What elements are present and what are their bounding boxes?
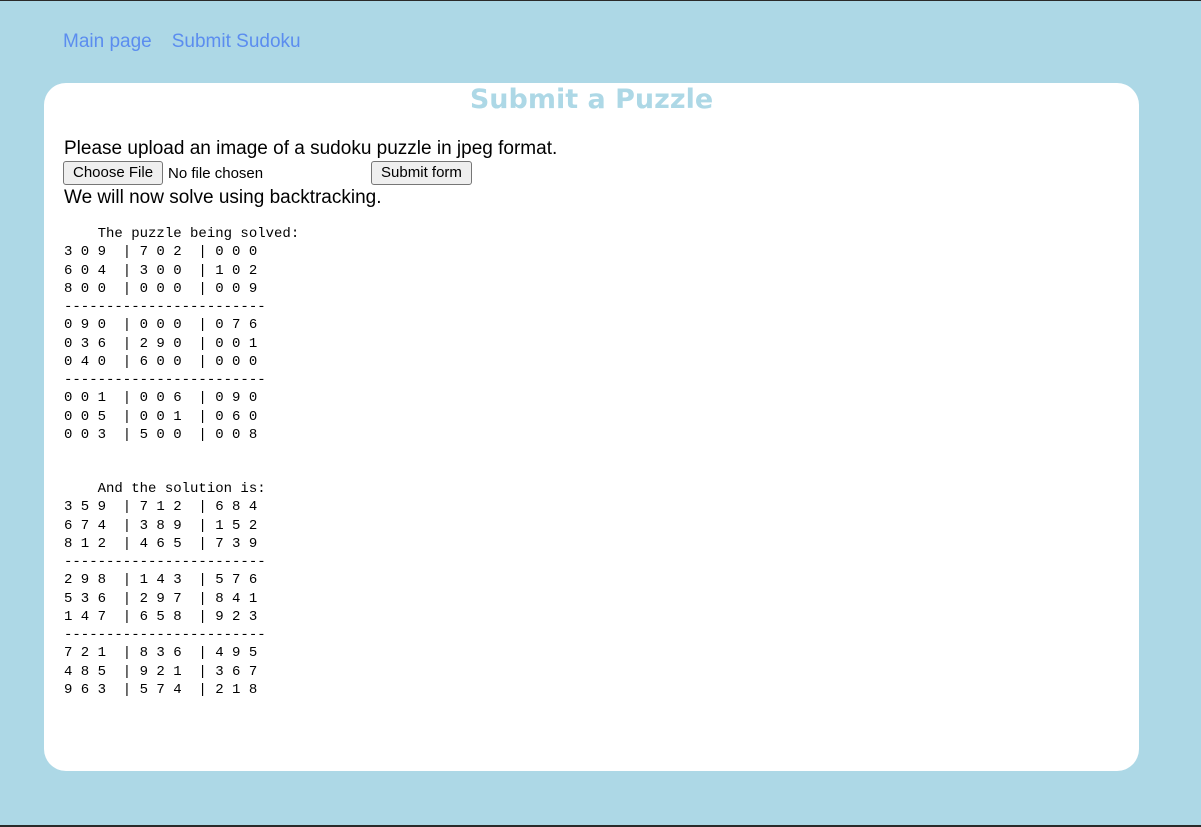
- file-status-text: No file chosen: [168, 164, 264, 182]
- upload-instruction: Please upload an image of a sudoku puzzle in jpeg format.: [64, 138, 558, 159]
- puzzle-row: 8 0 0 | 0 0 0 | 0 0 9: [64, 280, 258, 297]
- puzzle-heading: The puzzle being solved:: [64, 226, 300, 242]
- puzzle-grid: [64, 225, 299, 444]
- solution-divider: ------------------------: [64, 554, 266, 570]
- solution-row: 4 8 5 | 9 2 1 | 3 6 7: [64, 663, 258, 680]
- solution-grid: [64, 480, 266, 699]
- puzzle-row: 0 9 0 | 0 0 0 | 0 7 6: [64, 317, 258, 334]
- puzzle-row: 0 0 5 | 0 0 1 | 0 6 0: [64, 408, 258, 425]
- upload-form: [63, 161, 472, 185]
- page-title: Submit a Puzzle: [469, 84, 714, 115]
- puzzle-row: 3 0 9 | 7 0 2 | 0 0 0: [64, 244, 258, 261]
- content-card: [44, 83, 1139, 771]
- solution-heading: And the solution is:: [64, 481, 266, 497]
- puzzle-row: 0 4 0 | 6 0 0 | 0 0 0: [64, 353, 258, 370]
- solution-row: 8 1 2 | 4 6 5 | 7 3 9: [64, 535, 258, 552]
- top-nav: [63, 31, 301, 53]
- solve-message: We will now solve using backtracking.: [64, 187, 382, 208]
- puzzle-row: 0 0 3 | 5 0 0 | 0 0 8: [64, 426, 258, 443]
- puzzle-divider: ------------------------: [64, 372, 266, 388]
- solution-row: 9 6 3 | 5 7 4 | 2 1 8: [64, 681, 258, 698]
- submit-form-button[interactable]: Submit form: [371, 161, 472, 185]
- solution-row: 5 3 6 | 2 9 7 | 8 4 1: [64, 590, 258, 607]
- puzzle-row: 0 3 6 | 2 9 0 | 0 0 1: [64, 335, 258, 352]
- solution-row: 7 2 1 | 8 3 6 | 4 9 5: [64, 645, 258, 662]
- choose-file-button[interactable]: Choose File: [63, 161, 163, 185]
- puzzle-row: 6 0 4 | 3 0 0 | 1 0 2: [64, 262, 258, 279]
- solution-divider: ------------------------: [64, 627, 266, 643]
- solution-row: 3 5 9 | 7 1 2 | 6 8 4: [64, 499, 258, 516]
- solution-row: 2 9 8 | 1 4 3 | 5 7 6: [64, 572, 258, 589]
- puzzle-divider: ------------------------: [64, 299, 266, 315]
- submit-sudoku-link[interactable]: Submit Sudoku: [171, 31, 301, 52]
- main-page-link[interactable]: Main page: [63, 31, 152, 52]
- solution-row: 1 4 7 | 6 5 8 | 9 2 3: [64, 608, 258, 625]
- solution-row: 6 7 4 | 3 8 9 | 1 5 2: [64, 517, 258, 534]
- puzzle-row: 0 0 1 | 0 0 6 | 0 9 0: [64, 390, 258, 407]
